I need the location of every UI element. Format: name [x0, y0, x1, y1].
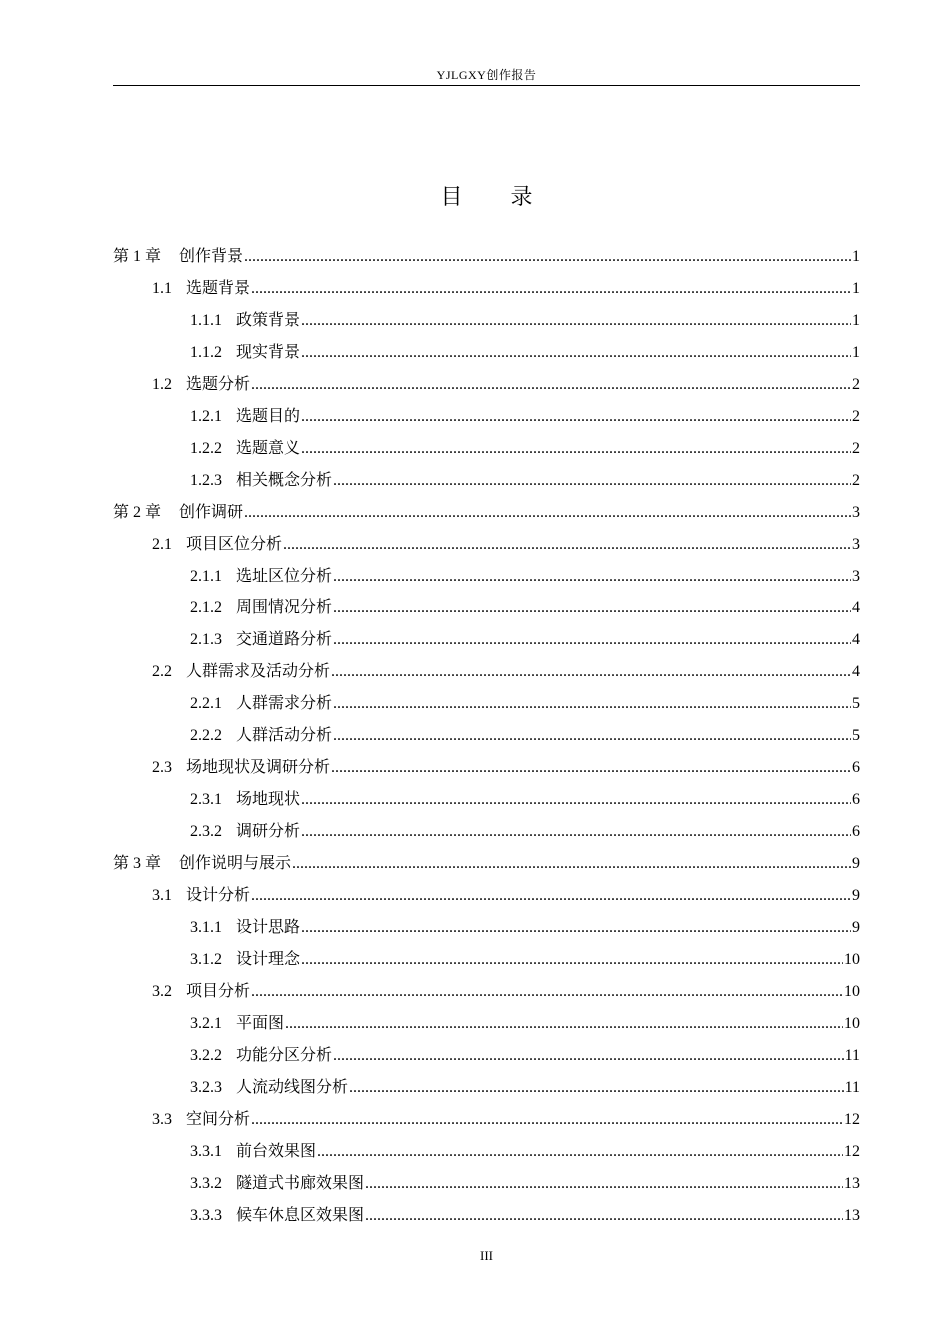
- toc-entry-page: 6: [852, 791, 860, 809]
- toc-entry-number: 2.2.1: [190, 695, 222, 713]
- toc-entry-number: 3.2.2: [190, 1046, 222, 1064]
- toc-entry-page: 6: [852, 823, 860, 841]
- toc-entry[interactable]: [190, 723, 860, 747]
- toc-entry-number: 3.3.3: [190, 1206, 222, 1224]
- toc-entry-number: 第 1 章: [113, 248, 162, 265]
- toc-entry[interactable]: [113, 244, 860, 268]
- toc-leader-dots: [244, 245, 851, 269]
- toc-entry-page: 4: [852, 663, 860, 681]
- toc-entry-page: 13: [844, 1206, 860, 1224]
- toc-entry-number: 3.1.2: [190, 950, 222, 968]
- toc-entry[interactable]: [190, 947, 860, 971]
- toc-entry[interactable]: [152, 979, 860, 1003]
- toc-entry[interactable]: [152, 372, 860, 396]
- toc-entry-label: 周围情况分析: [236, 597, 333, 617]
- toc-entry[interactable]: [190, 915, 860, 939]
- toc-entry-label: 场地现状: [236, 789, 301, 809]
- toc-entry[interactable]: [190, 436, 860, 460]
- toc-entry-page: 11: [844, 1046, 860, 1064]
- toc-entry-label: 创作背景: [179, 246, 244, 265]
- toc-leader-dots: [251, 1108, 843, 1132]
- toc-entry-page: 9: [852, 887, 860, 904]
- toc-entry[interactable]: [190, 404, 860, 428]
- toc-entry-page: 3: [852, 535, 860, 553]
- toc-leader-dots: [333, 565, 851, 589]
- toc-entry-label: 创作调研: [179, 501, 244, 521]
- toc-entry-page: 2: [852, 439, 860, 457]
- toc-entry-page: 12: [844, 1142, 860, 1160]
- toc-leader-dots: [251, 980, 843, 1004]
- toc-leader-dots: [301, 788, 851, 812]
- toc-entry-label: 选址区位分析: [236, 565, 333, 585]
- toc-entry-label: 人群活动分析: [236, 725, 333, 745]
- toc-entry[interactable]: [190, 1203, 860, 1227]
- toc-entry[interactable]: [113, 500, 860, 524]
- toc-entry[interactable]: [190, 691, 860, 715]
- toc-leader-dots: [285, 1012, 843, 1036]
- toc-entry[interactable]: [190, 564, 860, 588]
- toc-entry-number: 1.2.1: [190, 407, 222, 425]
- toc-entry-label: 选题目的: [236, 405, 301, 425]
- toc-entry[interactable]: [190, 1043, 860, 1067]
- toc-entry-label: 前台效果图: [236, 1140, 317, 1160]
- header-rule: [113, 85, 860, 86]
- toc-entry[interactable]: [152, 659, 860, 683]
- toc-entry[interactable]: [190, 1139, 860, 1163]
- toc-entry-number: 3.2.1: [190, 1014, 222, 1032]
- toc-entry-label: 创作说明与展示: [179, 853, 292, 873]
- toc-leader-dots: [333, 1044, 844, 1068]
- toc-entry-label: 人群需求及活动分析: [186, 661, 331, 681]
- toc-entry[interactable]: [190, 819, 860, 843]
- toc-leader-dots: [301, 916, 851, 940]
- toc-entry-page: 5: [852, 695, 860, 713]
- toc-entry-page: 3: [852, 503, 860, 521]
- toc-entry-label: 人群需求分析: [236, 693, 333, 713]
- toc-entry[interactable]: [190, 1011, 860, 1035]
- toc-entry-label: 调研分析: [236, 821, 301, 841]
- toc-leader-dots: [301, 309, 851, 333]
- toc-entry[interactable]: [152, 1107, 860, 1131]
- toc-entry-label: 隧道式书廊效果图: [236, 1172, 365, 1192]
- toc-entry-label: 相关概念分析: [236, 469, 333, 489]
- toc-entry-page: 2: [852, 471, 860, 489]
- toc-leader-dots: [365, 1172, 843, 1196]
- toc-entry-page: 2: [852, 375, 860, 393]
- toc-entry-number: 1.2.3: [190, 471, 222, 489]
- toc-entry-page: 1: [852, 343, 860, 361]
- toc-entry-page: 11: [844, 1078, 860, 1096]
- toc-leader-dots: [365, 1204, 843, 1228]
- toc-entry-number: 3.1.1: [190, 918, 222, 936]
- toc-entry[interactable]: [190, 627, 860, 651]
- page-number: III: [480, 1248, 493, 1263]
- toc-entry-page: 10: [844, 982, 860, 1000]
- toc-entry-page: 9: [852, 855, 860, 873]
- toc-leader-dots: [317, 1140, 843, 1164]
- toc-leader-dots: [283, 533, 851, 557]
- toc-entry-number: 3.3.1: [190, 1142, 222, 1160]
- toc-entry-page: 5: [852, 727, 860, 745]
- toc-entry-label: 设计分析: [186, 885, 251, 904]
- toc-entry-page: 13: [844, 1174, 860, 1192]
- toc-leader-dots: [251, 373, 851, 397]
- toc-entry[interactable]: [190, 595, 860, 619]
- toc-entry-number: 3.3.2: [190, 1174, 222, 1192]
- toc-entry-number: 2.1.3: [190, 631, 222, 649]
- toc-entry-label: 交通道路分析: [236, 629, 333, 649]
- toc-entry-number: 2.3.1: [190, 791, 222, 809]
- toc-leader-dots: [244, 501, 851, 525]
- toc-entry-number: 3.2: [152, 982, 172, 1000]
- toc-entry[interactable]: [152, 883, 860, 907]
- toc-entry-page: 10: [844, 1014, 860, 1032]
- toc-entry-label: 现实背景: [236, 341, 301, 361]
- toc-leader-dots: [301, 820, 851, 844]
- toc-entry-page: 9: [852, 918, 860, 936]
- toc-leader-dots: [251, 277, 851, 301]
- toc-entry-number: 1.2: [152, 375, 172, 393]
- toc-entry-page: 1: [852, 279, 860, 297]
- toc-entry-number: 第 3 章: [113, 855, 162, 873]
- toc-leader-dots: [349, 1076, 844, 1100]
- toc-leader-dots: [333, 469, 851, 493]
- toc-entry[interactable]: [190, 1171, 860, 1195]
- toc-entry-label: 人流动线图分析: [236, 1076, 349, 1096]
- toc-entry-page: 6: [852, 759, 860, 777]
- toc-entry-page: 12: [844, 1110, 860, 1128]
- toc-entry-label: 政策背景: [236, 309, 301, 329]
- toc-entry-label: 选题意义: [236, 437, 301, 457]
- toc-leader-dots: [301, 341, 851, 365]
- toc-entry-label: 场地现状及调研分析: [186, 757, 331, 777]
- toc-entry-label: 功能分区分析: [236, 1044, 333, 1064]
- toc-entry-page: 10: [844, 950, 860, 968]
- title-char-left: 目: [440, 185, 463, 210]
- toc-leader-dots: [331, 756, 851, 780]
- toc-leader-dots: [301, 948, 843, 972]
- toc-entry-page: 1: [852, 248, 860, 265]
- toc-entry-label: 设计理念: [236, 948, 301, 968]
- toc-entry-label: 项目分析: [186, 980, 251, 1000]
- toc-entry-page: 4: [852, 631, 860, 649]
- toc-entry-number: 1.1.1: [190, 311, 222, 329]
- toc-entry-label: 设计思路: [236, 916, 301, 936]
- toc-entry-label: 平面图: [236, 1012, 285, 1032]
- toc-entry[interactable]: [190, 468, 860, 492]
- toc-leader-dots: [333, 596, 851, 620]
- toc-entry[interactable]: [190, 787, 860, 811]
- toc-entry[interactable]: [152, 532, 860, 556]
- toc-entry-label: 空间分析: [186, 1108, 251, 1128]
- toc-leader-dots: [333, 724, 851, 748]
- toc-entry-page: 3: [852, 567, 860, 585]
- toc-entry-label: 项目区位分析: [186, 533, 283, 553]
- toc-entry-label: 选题背景: [186, 277, 251, 297]
- toc-entry-number: 3.3: [152, 1110, 172, 1128]
- toc-entry-number: 2.3.2: [190, 823, 222, 841]
- toc-entry[interactable]: [190, 340, 860, 364]
- toc-leader-dots: [301, 405, 851, 429]
- page-title: [113, 180, 860, 211]
- toc-leader-dots: [251, 884, 851, 908]
- toc-leader-dots: [333, 692, 851, 716]
- toc-entry[interactable]: [190, 308, 860, 332]
- toc-entry-number: 2.2.2: [190, 727, 222, 745]
- toc-entry-number: 1.1.2: [190, 343, 222, 361]
- toc-entry-number: 2.2: [152, 663, 172, 681]
- toc-leader-dots: [301, 437, 851, 461]
- toc-entry[interactable]: [190, 1075, 860, 1099]
- toc-leader-dots: [292, 852, 851, 876]
- toc-entry[interactable]: [152, 755, 860, 779]
- toc-entry-number: 2.3: [152, 759, 172, 777]
- toc-entry[interactable]: [152, 276, 860, 300]
- toc-entry-label: 选题分析: [186, 373, 251, 393]
- toc-entry-label: 候车休息区效果图: [236, 1204, 365, 1224]
- toc-entry-number: 3.1: [152, 887, 172, 904]
- toc-entry-page: 2: [852, 407, 860, 425]
- toc-entry-page: 1: [852, 311, 860, 329]
- toc-entry-number: 2.1.2: [190, 599, 222, 617]
- title-char-right: 录: [510, 185, 533, 210]
- running-header: YJLGXY创作报告: [436, 68, 537, 82]
- toc-leader-dots: [333, 628, 851, 652]
- toc-entry[interactable]: [113, 851, 860, 875]
- toc-entry-number: 2.1.1: [190, 567, 222, 585]
- toc-entry-number: 1.2.2: [190, 439, 222, 457]
- toc-leader-dots: [331, 660, 851, 684]
- toc-entry-number: 2.1: [152, 535, 172, 553]
- toc-entry-page: 4: [852, 599, 860, 617]
- toc-entry-number: 第 2 章: [113, 503, 162, 521]
- toc-entry-number: 1.1: [152, 279, 172, 297]
- toc-entry-number: 3.2.3: [190, 1078, 222, 1096]
